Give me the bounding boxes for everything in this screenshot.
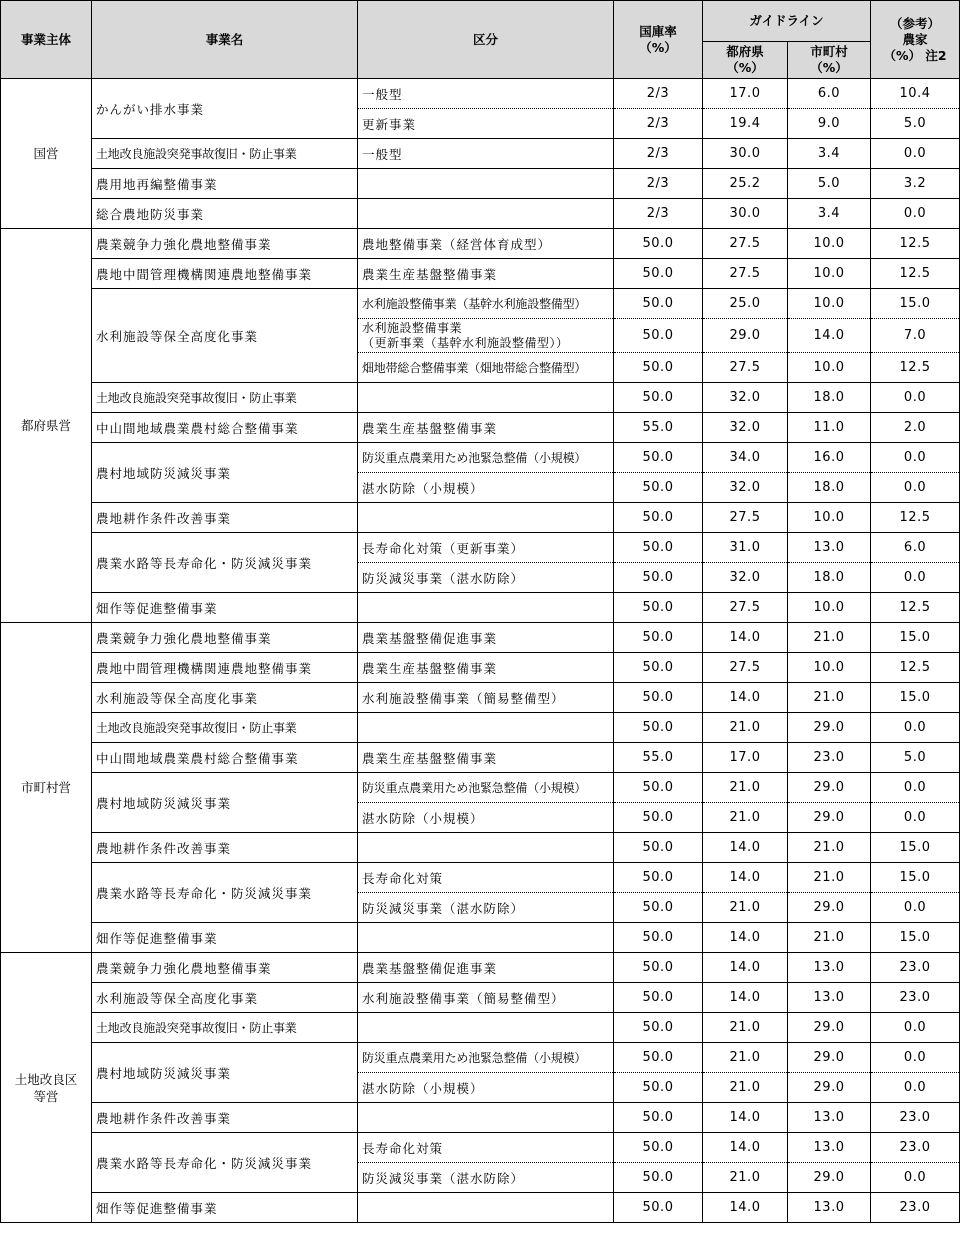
prefecture-rate-cell: 27.5 bbox=[703, 503, 788, 533]
prefecture-rate-cell: 14.0 bbox=[703, 1193, 788, 1223]
national-rate-cell: 50.0 bbox=[614, 383, 703, 413]
project-name: 農村地域防災減災事業 bbox=[92, 773, 358, 833]
header-category: 区分 bbox=[358, 1, 614, 79]
project-name: 農業水路等長寿命化・防災減災事業 bbox=[92, 533, 358, 593]
municipality-rate-cell: 3.4 bbox=[788, 139, 871, 169]
national-rate-cell: 50.0 bbox=[614, 1043, 703, 1073]
farmer-rate-cell: 6.0 bbox=[871, 533, 960, 563]
project-name: 農地中間管理機構関連農地整備事業 bbox=[92, 259, 358, 289]
category-cell bbox=[358, 1013, 614, 1043]
farmer-rate-cell: 23.0 bbox=[871, 1103, 960, 1133]
category-cell bbox=[358, 503, 614, 533]
national-rate-cell: 50.0 bbox=[614, 1073, 703, 1103]
municipality-rate-cell: 21.0 bbox=[788, 683, 871, 713]
municipality-rate-cell: 23.0 bbox=[788, 743, 871, 773]
municipality-rate-cell: 21.0 bbox=[788, 833, 871, 863]
municipality-rate-cell: 13.0 bbox=[788, 533, 871, 563]
national-rate-cell: 50.0 bbox=[614, 353, 703, 383]
municipality-rate-cell: 13.0 bbox=[788, 1193, 871, 1223]
farmer-rate-cell: 12.5 bbox=[871, 229, 960, 259]
national-rate-cell: 50.0 bbox=[614, 1013, 703, 1043]
project-name: 農業競争力強化農地整備事業 bbox=[92, 623, 358, 653]
project-name: 畑作等促進整備事業 bbox=[92, 593, 358, 623]
header-municipality bbox=[788, 42, 871, 79]
category-cell: 防災重点農業用ため池緊急整備（小規模） bbox=[358, 1043, 614, 1073]
header-farmer-label: 農家 bbox=[902, 31, 928, 47]
header-entity: 事業主体 bbox=[1, 1, 92, 79]
prefecture-rate-cell: 32.0 bbox=[703, 563, 788, 593]
farmer-rate-cell: 0.0 bbox=[871, 1013, 960, 1043]
project-name: 農地中間管理機構関連農地整備事業 bbox=[92, 653, 358, 683]
project-name: 農業水路等長寿命化・防災減災事業 bbox=[92, 863, 358, 923]
table-row bbox=[1, 593, 960, 623]
municipality-rate-cell: 21.0 bbox=[788, 923, 871, 953]
prefecture-rate-cell: 21.0 bbox=[703, 1163, 788, 1193]
prefecture-rate-cell: 14.0 bbox=[703, 623, 788, 653]
prefecture-rate-cell: 34.0 bbox=[703, 443, 788, 473]
category-cell: 長寿命化対策（更新事業） bbox=[358, 533, 614, 563]
national-rate-cell: 50.0 bbox=[614, 623, 703, 653]
category-cell: 防災重点農業用ため池緊急整備（小規模） bbox=[358, 443, 614, 473]
national-rate-cell: 50.0 bbox=[614, 1133, 703, 1163]
farmer-rate-cell: 2.0 bbox=[871, 413, 960, 443]
project-name: 農業競争力強化農地整備事業 bbox=[92, 953, 358, 983]
farmer-rate-cell: 12.5 bbox=[871, 593, 960, 623]
farmer-rate-cell: 0.0 bbox=[871, 473, 960, 503]
header-national-rate bbox=[614, 1, 703, 79]
category-cell: 湛水防除（小規模） bbox=[358, 473, 614, 503]
farmer-rate-cell: 5.0 bbox=[871, 109, 960, 139]
table-row bbox=[1, 1103, 960, 1133]
prefecture-rate-cell: 14.0 bbox=[703, 1133, 788, 1163]
national-rate-cell: 50.0 bbox=[614, 1103, 703, 1133]
category-cell: 農業生産基盤整備事業 bbox=[358, 743, 614, 773]
farmer-rate-cell: 0.0 bbox=[871, 803, 960, 833]
project-name: 畑作等促進整備事業 bbox=[92, 923, 358, 953]
table-row bbox=[1, 833, 960, 863]
project-name: 水利施設等保全高度化事業 bbox=[92, 983, 358, 1013]
municipality-rate-cell: 13.0 bbox=[788, 983, 871, 1013]
prefecture-rate-cell: 27.5 bbox=[703, 229, 788, 259]
national-rate-cell: 50.0 bbox=[614, 593, 703, 623]
project-name: 総合農地防災事業 bbox=[92, 199, 358, 229]
category-cell: 更新事業 bbox=[358, 109, 614, 139]
farmer-rate-cell: 0.0 bbox=[871, 773, 960, 803]
farmer-rate-cell: 10.4 bbox=[871, 79, 960, 109]
national-rate-cell: 50.0 bbox=[614, 289, 703, 319]
municipality-rate-cell: 18.0 bbox=[788, 473, 871, 503]
category-cell: 一般型 bbox=[358, 79, 614, 109]
municipality-rate-cell: 10.0 bbox=[788, 593, 871, 623]
category-cell: 防災重点農業用ため池緊急整備（小規模） bbox=[358, 773, 614, 803]
prefecture-rate-cell: 30.0 bbox=[703, 139, 788, 169]
farmer-rate-cell: 0.0 bbox=[871, 713, 960, 743]
municipality-rate-cell: 21.0 bbox=[788, 863, 871, 893]
municipality-rate-cell: 3.4 bbox=[788, 199, 871, 229]
prefecture-rate-cell: 30.0 bbox=[703, 199, 788, 229]
table-row bbox=[1, 413, 960, 443]
header-farmer-unit: （%） 注2 bbox=[883, 47, 947, 63]
national-rate-cell: 50.0 bbox=[614, 503, 703, 533]
prefecture-rate-cell: 17.0 bbox=[703, 79, 788, 109]
category-cell: 湛水防除（小規模） bbox=[358, 803, 614, 833]
table-row bbox=[1, 953, 960, 983]
municipality-rate-cell: 16.0 bbox=[788, 443, 871, 473]
farmer-rate-cell: 0.0 bbox=[871, 383, 960, 413]
national-rate-cell: 50.0 bbox=[614, 1163, 703, 1193]
table-row bbox=[1, 443, 960, 473]
farmer-rate-cell: 23.0 bbox=[871, 953, 960, 983]
farmer-rate-cell: 15.0 bbox=[871, 289, 960, 319]
project-name: 農地耕作条件改善事業 bbox=[92, 1103, 358, 1133]
project-name: 土地改良施設突発事故復旧・防止事業 bbox=[92, 383, 358, 413]
national-rate-cell: 50.0 bbox=[614, 833, 703, 863]
municipality-rate-cell: 29.0 bbox=[788, 1013, 871, 1043]
category-cell: 防災減災事業（湛水防除） bbox=[358, 893, 614, 923]
category-cell bbox=[358, 383, 614, 413]
prefecture-rate-cell: 17.0 bbox=[703, 743, 788, 773]
header-farmer-ref: （参考） bbox=[890, 15, 941, 31]
national-rate-cell: 50.0 bbox=[614, 443, 703, 473]
municipality-rate-cell: 21.0 bbox=[788, 623, 871, 653]
farmer-rate-cell: 0.0 bbox=[871, 1163, 960, 1193]
national-rate-cell: 2/3 bbox=[614, 79, 703, 109]
project-name: 畑作等促進整備事業 bbox=[92, 1193, 358, 1223]
municipality-rate-cell: 29.0 bbox=[788, 803, 871, 833]
project-name: 農村地域防災減災事業 bbox=[92, 443, 358, 503]
national-rate-cell: 50.0 bbox=[614, 893, 703, 923]
table-row bbox=[1, 683, 960, 713]
category-cell: 長寿命化対策 bbox=[358, 1133, 614, 1163]
category-cell bbox=[358, 593, 614, 623]
header-municipality-unit: （%） bbox=[810, 60, 848, 75]
municipality-rate-cell: 14.0 bbox=[788, 319, 871, 353]
category-cell bbox=[358, 199, 614, 229]
entity-cell: 土地改良区 等営 bbox=[1, 953, 92, 1223]
entity-cell: 国営 bbox=[1, 79, 92, 229]
prefecture-rate-cell: 14.0 bbox=[703, 923, 788, 953]
municipality-rate-cell: 29.0 bbox=[788, 1073, 871, 1103]
prefecture-rate-cell: 21.0 bbox=[703, 803, 788, 833]
farmer-rate-cell: 15.0 bbox=[871, 833, 960, 863]
project-name: 中山間地域農業農村総合整備事業 bbox=[92, 743, 358, 773]
header-municipality-label: 市町村 bbox=[810, 44, 848, 59]
category-cell: 畑地帯総合整備事業（畑地帯総合整備型） bbox=[358, 353, 614, 383]
national-rate-cell: 50.0 bbox=[614, 563, 703, 593]
table-row bbox=[1, 169, 960, 199]
project-name: 農村地域防災減災事業 bbox=[92, 1043, 358, 1103]
project-name: 中山間地域農業農村総合整備事業 bbox=[92, 413, 358, 443]
municipality-rate-cell: 29.0 bbox=[788, 1043, 871, 1073]
table-row bbox=[1, 79, 960, 109]
project-name: 土地改良施設突発事故復旧・防止事業 bbox=[92, 139, 358, 169]
category-cell: 水利施設整備事業（基幹水利施設整備型） bbox=[358, 289, 614, 319]
category-cell: 農地整備事業（経営体育成型） bbox=[358, 229, 614, 259]
prefecture-rate-cell: 29.0 bbox=[703, 319, 788, 353]
prefecture-rate-cell: 14.0 bbox=[703, 833, 788, 863]
table-row bbox=[1, 199, 960, 229]
national-rate-cell: 50.0 bbox=[614, 533, 703, 563]
category-cell: 農業基盤整備促進事業 bbox=[358, 953, 614, 983]
farmer-rate-cell: 3.2 bbox=[871, 169, 960, 199]
category-cell: 長寿命化対策 bbox=[358, 863, 614, 893]
category-cell: 湛水防除（小規模） bbox=[358, 1073, 614, 1103]
prefecture-rate-cell: 21.0 bbox=[703, 1043, 788, 1073]
project-name: 土地改良施設突発事故復旧・防止事業 bbox=[92, 713, 358, 743]
national-rate-cell: 50.0 bbox=[614, 923, 703, 953]
farmer-rate-cell: 15.0 bbox=[871, 863, 960, 893]
category-cell: 農業生産基盤整備事業 bbox=[358, 259, 614, 289]
municipality-rate-cell: 9.0 bbox=[788, 109, 871, 139]
national-rate-cell: 50.0 bbox=[614, 319, 703, 353]
table-row bbox=[1, 533, 960, 563]
category-cell: 水利施設整備事業 （更新事業（基幹水利施設整備型）） bbox=[358, 319, 614, 353]
municipality-rate-cell: 10.0 bbox=[788, 503, 871, 533]
category-cell bbox=[358, 169, 614, 199]
municipality-rate-cell: 11.0 bbox=[788, 413, 871, 443]
prefecture-rate-cell: 14.0 bbox=[703, 683, 788, 713]
farmer-rate-cell: 0.0 bbox=[871, 563, 960, 593]
national-rate-cell: 50.0 bbox=[614, 713, 703, 743]
national-rate-cell: 50.0 bbox=[614, 229, 703, 259]
category-cell: 防災減災事業（湛水防除） bbox=[358, 1163, 614, 1193]
header-guideline: ガイドライン bbox=[703, 1, 871, 42]
table-row bbox=[1, 653, 960, 683]
prefecture-rate-cell: 27.5 bbox=[703, 593, 788, 623]
category-cell bbox=[358, 833, 614, 863]
entity-cell: 都府県営 bbox=[1, 229, 92, 623]
municipality-rate-cell: 5.0 bbox=[788, 169, 871, 199]
entity-cell: 市町村営 bbox=[1, 623, 92, 953]
farmer-rate-cell: 12.5 bbox=[871, 653, 960, 683]
farmer-rate-cell: 12.5 bbox=[871, 503, 960, 533]
municipality-rate-cell: 10.0 bbox=[788, 229, 871, 259]
project-name: 農用地再編整備事業 bbox=[92, 169, 358, 199]
project-name: 農地耕作条件改善事業 bbox=[92, 503, 358, 533]
table-body bbox=[1, 79, 960, 1223]
farmer-rate-cell: 5.0 bbox=[871, 743, 960, 773]
municipality-rate-cell: 10.0 bbox=[788, 353, 871, 383]
project-name: 土地改良施設突発事故復旧・防止事業 bbox=[92, 1013, 358, 1043]
category-cell bbox=[358, 923, 614, 953]
category-cell: 水利施設整備事業（簡易整備型） bbox=[358, 683, 614, 713]
municipality-rate-cell: 29.0 bbox=[788, 773, 871, 803]
national-rate-cell: 50.0 bbox=[614, 983, 703, 1013]
prefecture-rate-cell: 21.0 bbox=[703, 713, 788, 743]
table-row bbox=[1, 1013, 960, 1043]
farmer-rate-cell: 0.0 bbox=[871, 1043, 960, 1073]
header-prefecture-unit: （%） bbox=[726, 60, 764, 75]
table-row bbox=[1, 713, 960, 743]
project-name: 水利施設等保全高度化事業 bbox=[92, 683, 358, 713]
prefecture-rate-cell: 25.2 bbox=[703, 169, 788, 199]
header-farmer bbox=[871, 1, 960, 79]
prefecture-rate-cell: 27.5 bbox=[703, 653, 788, 683]
national-rate-cell: 50.0 bbox=[614, 773, 703, 803]
prefecture-rate-cell: 14.0 bbox=[703, 863, 788, 893]
prefecture-rate-cell: 31.0 bbox=[703, 533, 788, 563]
table-row bbox=[1, 773, 960, 803]
prefecture-rate-cell: 32.0 bbox=[703, 473, 788, 503]
farmer-rate-cell: 23.0 bbox=[871, 983, 960, 1013]
prefecture-rate-cell: 14.0 bbox=[703, 953, 788, 983]
municipality-rate-cell: 29.0 bbox=[788, 713, 871, 743]
national-rate-cell: 50.0 bbox=[614, 1193, 703, 1223]
category-cell: 農業基盤整備促進事業 bbox=[358, 623, 614, 653]
project-name: 農業水路等長寿命化・防災減災事業 bbox=[92, 1133, 358, 1193]
municipality-rate-cell: 13.0 bbox=[788, 953, 871, 983]
national-rate-cell: 50.0 bbox=[614, 803, 703, 833]
table-row bbox=[1, 623, 960, 653]
category-cell: 農業生産基盤整備事業 bbox=[358, 413, 614, 443]
header-national-rate-label: 国庫率 bbox=[639, 23, 677, 39]
table-row bbox=[1, 503, 960, 533]
header-prefecture bbox=[703, 42, 788, 79]
municipality-rate-cell: 10.0 bbox=[788, 653, 871, 683]
category-cell bbox=[358, 1193, 614, 1223]
header-project: 事業名 bbox=[92, 1, 358, 79]
national-rate-cell: 2/3 bbox=[614, 139, 703, 169]
national-rate-cell: 2/3 bbox=[614, 169, 703, 199]
farmer-rate-cell: 0.0 bbox=[871, 199, 960, 229]
table-row bbox=[1, 1193, 960, 1223]
table-row bbox=[1, 383, 960, 413]
farmer-rate-cell: 0.0 bbox=[871, 893, 960, 923]
table-row bbox=[1, 1133, 960, 1163]
municipality-rate-cell: 10.0 bbox=[788, 289, 871, 319]
header-prefecture-label: 都府県 bbox=[726, 44, 764, 59]
farmer-rate-cell: 12.5 bbox=[871, 353, 960, 383]
prefecture-rate-cell: 21.0 bbox=[703, 773, 788, 803]
farmer-rate-cell: 23.0 bbox=[871, 1133, 960, 1163]
project-name: 水利施設等保全高度化事業 bbox=[92, 289, 358, 383]
national-rate-cell: 2/3 bbox=[614, 109, 703, 139]
table-row bbox=[1, 289, 960, 319]
farmer-rate-cell: 15.0 bbox=[871, 923, 960, 953]
national-rate-cell: 55.0 bbox=[614, 743, 703, 773]
prefecture-rate-cell: 32.0 bbox=[703, 413, 788, 443]
category-cell: 防災減災事業（湛水防除） bbox=[358, 563, 614, 593]
national-rate-cell: 50.0 bbox=[614, 953, 703, 983]
municipality-rate-cell: 10.0 bbox=[788, 259, 871, 289]
municipality-rate-cell: 6.0 bbox=[788, 79, 871, 109]
national-rate-cell: 50.0 bbox=[614, 653, 703, 683]
table-row bbox=[1, 229, 960, 259]
project-name: かんがい排水事業 bbox=[92, 79, 358, 139]
national-rate-cell: 50.0 bbox=[614, 863, 703, 893]
table-row bbox=[1, 923, 960, 953]
table-row bbox=[1, 139, 960, 169]
prefecture-rate-cell: 14.0 bbox=[703, 983, 788, 1013]
prefecture-rate-cell: 32.0 bbox=[703, 383, 788, 413]
prefecture-rate-cell: 14.0 bbox=[703, 1103, 788, 1133]
table-row bbox=[1, 259, 960, 289]
project-name: 農地耕作条件改善事業 bbox=[92, 833, 358, 863]
municipality-rate-cell: 29.0 bbox=[788, 893, 871, 923]
municipality-rate-cell: 13.0 bbox=[788, 1133, 871, 1163]
national-rate-cell: 50.0 bbox=[614, 473, 703, 503]
farmer-rate-cell: 0.0 bbox=[871, 139, 960, 169]
prefecture-rate-cell: 27.5 bbox=[703, 353, 788, 383]
category-cell: 水利施設整備事業（簡易整備型） bbox=[358, 983, 614, 1013]
header-national-rate-unit: （%） bbox=[639, 39, 677, 55]
municipality-rate-cell: 18.0 bbox=[788, 383, 871, 413]
prefecture-rate-cell: 27.5 bbox=[703, 259, 788, 289]
table-row bbox=[1, 743, 960, 773]
category-cell bbox=[358, 1103, 614, 1133]
farmer-rate-cell: 0.0 bbox=[871, 443, 960, 473]
category-cell: 一般型 bbox=[358, 139, 614, 169]
national-rate-cell: 2/3 bbox=[614, 199, 703, 229]
prefecture-rate-cell: 19.4 bbox=[703, 109, 788, 139]
table-row bbox=[1, 863, 960, 893]
table-row bbox=[1, 983, 960, 1013]
prefecture-rate-cell: 21.0 bbox=[703, 893, 788, 923]
national-rate-cell: 50.0 bbox=[614, 683, 703, 713]
table-header bbox=[1, 1, 960, 79]
municipality-rate-cell: 13.0 bbox=[788, 1103, 871, 1133]
project-name: 農業競争力強化農地整備事業 bbox=[92, 229, 358, 259]
prefecture-rate-cell: 21.0 bbox=[703, 1013, 788, 1043]
prefecture-rate-cell: 25.0 bbox=[703, 289, 788, 319]
municipality-rate-cell: 18.0 bbox=[788, 563, 871, 593]
category-cell bbox=[358, 713, 614, 743]
farmer-rate-cell: 7.0 bbox=[871, 319, 960, 353]
national-rate-cell: 50.0 bbox=[614, 259, 703, 289]
farmer-rate-cell: 12.5 bbox=[871, 259, 960, 289]
municipality-rate-cell: 29.0 bbox=[788, 1163, 871, 1193]
farmer-rate-cell: 23.0 bbox=[871, 1193, 960, 1223]
table-row bbox=[1, 1043, 960, 1073]
farmer-rate-cell: 15.0 bbox=[871, 683, 960, 713]
category-cell: 農業生産基盤整備事業 bbox=[358, 653, 614, 683]
farmer-rate-cell: 0.0 bbox=[871, 1073, 960, 1103]
farmer-rate-cell: 15.0 bbox=[871, 623, 960, 653]
national-rate-cell: 55.0 bbox=[614, 413, 703, 443]
prefecture-rate-cell: 21.0 bbox=[703, 1073, 788, 1103]
